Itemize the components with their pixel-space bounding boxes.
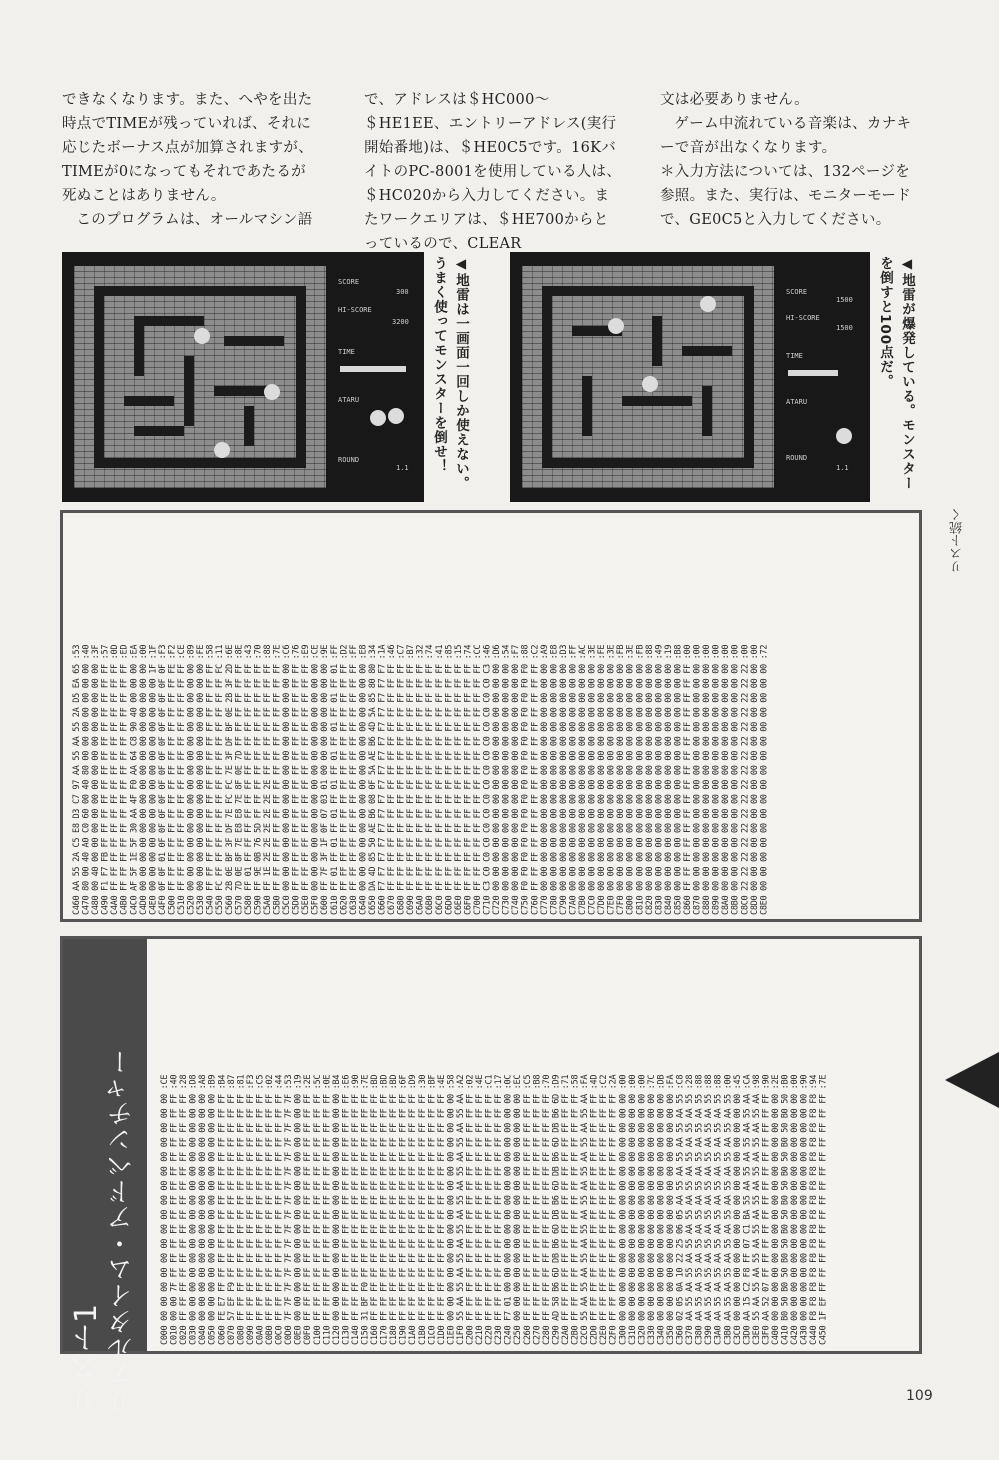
time-bar [340, 366, 406, 372]
hex-line: C850 00 00 00 00 00 00 00 00 00 00 00 00 00 00 00 00 :B8 [673, 644, 684, 915]
hex-line: C150 31 BF F0 FF FF FF FF FF FF FF FF FF FF FF FF FF :7E [360, 1074, 371, 1345]
hex-line: C470 80 00 40 A0 C0 60 00 40 80 00 00 00 00 00 00 00 :40 [81, 644, 92, 915]
hex-line: C080 FF FF FF FF FF FF FF FF FF FF FF FF FF FF FF FF :81 [236, 1074, 247, 1345]
hex-line: C430 00 00 00 00 00 00 00 00 00 00 00 00 00 00 00 00 :90 [799, 1074, 810, 1345]
hiscore-label: HI-SCORE [786, 314, 820, 322]
text-column-1 [62, 88, 320, 232]
hex-line: C3E0 55 AA 55 AA 55 AA 55 AA 55 AA 55 AA 55 AA 55 AA :98 [751, 1074, 762, 1345]
hex-line: C000 00 00 00 00 00 00 00 00 00 00 00 00 00 00 00 00 :CE [160, 1074, 170, 1345]
hex-line: C730 00 00 00 00 00 00 00 00 00 00 00 00 00 00 00 00 :54 [501, 644, 512, 915]
round-label: ROUND [786, 454, 808, 462]
hex-line: C4A0 FF FF FF FF FF FF FF FF FF FF FF FF FF FF FF FF :0D [110, 644, 121, 915]
hex-line: C140 FF FF FF FF FF FF FF FF FF FF FF FF FF FF FF FF :90 [350, 1074, 361, 1345]
hex-dump [161, 943, 913, 1345]
hex-line: C6A0 FF FF FF FF FF FF FF FF FF FF FF FF FF FF FF FF :32 [415, 644, 426, 915]
paragraph: 文は必要ありません。 [660, 92, 809, 108]
hex-line: C670 FF FF FF FF FF FF FF FF FF FF FF FF FF FF FF FF :46 [387, 644, 398, 915]
hex-line: C490 F1 F7 FB FF FF FF FF FF FF FF FF FF FF FF FF FF :57 [100, 644, 111, 915]
hex-line: C400 00 00 00 00 00 00 00 00 00 00 00 00 00 00 00 00 :2E [771, 1074, 781, 1345]
hex-line: C170 FF FF FF FF FF FF FF FF FF FF FF FF FF FF FF FF :BD [379, 1074, 390, 1345]
hex-line: C860 FF FF FF FF FF FF FF FF FF FF FF FF FF FF FF FF :00 [683, 644, 693, 915]
hex-line: C570 7D 0E 8F 7E E8 E8 7E 8F 0E 7D FF FF FF FF FF FF :8E [234, 644, 245, 915]
hex-line: C370 AA 55 AA 55 AA 55 AA 55 AA 55 AA 55 AA 55 AA 55 :28 [685, 1074, 696, 1345]
hex-line: C200 FF FF FF FF FF FF FF FF FF FF FF FF FF FF FF FF :02 [465, 1074, 476, 1345]
hex-line: C1D0 FF FF FF FF FF FF FF FF FF FF FF FF FF FF FF FF :4E [436, 1074, 447, 1345]
hex-line: C8D0 00 00 00 00 00 00 00 00 00 00 00 00 00 00 00 00 :00 [749, 644, 760, 915]
hex-line: C410 B0 50 B0 50 B0 50 B0 50 B0 50 B0 50 B0 50 B0 50 :B0 [780, 1074, 791, 1345]
hiscore-value: 3200 [392, 318, 409, 326]
hex-line: C3A0 AA 55 AA 55 AA 55 AA 55 AA 55 AA 55 AA 55 AA 55 :88 [713, 1074, 724, 1345]
hex-line: C310 00 00 00 00 00 00 00 00 00 00 00 00 00 00 00 00 :00 [627, 1074, 638, 1345]
hex-line: C7F0 00 00 00 00 00 00 00 00 00 00 00 00 00 00 00 00 :FB [616, 644, 627, 915]
hex-line: C3C0 00 00 00 00 00 00 00 00 00 00 00 00 00 00 00 00 :45 [732, 1074, 743, 1345]
hex-line: C020 FF FF FF FF FF FF FF FF FF FF FF FF FF FF FF FF :28 [179, 1074, 190, 1345]
hex-line: C160 FF FF FF FF FF FF FF FF FF FF FF FF FF FF FF FF :BD [370, 1074, 381, 1345]
hex-line: C810 00 00 00 00 00 00 00 00 00 00 00 00 00 00 00 00 :FB [635, 644, 646, 915]
hex-line: C840 00 00 00 00 00 00 00 00 00 00 00 00 00 00 00 00 :19 [663, 644, 674, 915]
hex-line: C5F0 00 00 00 00 00 00 00 00 00 00 00 00 00 00 00 00 :CE [310, 644, 321, 915]
hex-line: C0E0 00 00 00 00 00 00 00 00 00 00 00 00 00 00 00 00 :19 [293, 1074, 304, 1345]
score-value: 1500 [836, 296, 853, 304]
hex-line: C350 00 00 00 00 00 00 00 00 00 00 00 00 00 00 00 00 :FA [665, 1074, 676, 1345]
hex-line: C780 00 00 00 00 00 00 00 00 00 00 00 00 00 00 00 00 :E8 [549, 644, 560, 915]
hex-line: C600 FF 7F 3F 1F 0F 07 03 01 00 00 00 00 00 00 00 00 :9E [320, 644, 331, 915]
hex-line: C830 00 00 00 00 00 00 00 00 00 00 00 00 00 00 00 00 :49 [654, 644, 665, 915]
time-label: TIME [338, 348, 355, 356]
listing-continued-label: リスト続く [950, 508, 965, 573]
hex-line: C0A0 FF FF FF FF FF FF FF FF FF FF FF FF FF FF FF FF :C5 [255, 1074, 266, 1345]
round-value: 1.1 [396, 464, 409, 472]
hex-line: C5A0 FF 1E 2E 2E 2E 2E 2E 2E FF FF FF FF FF FF FF FF :88 [262, 644, 273, 915]
hex-line: C280 FF FF FF FF FF FF FF FF FF FF FF FF FF FF FF FF :70 [541, 1074, 552, 1345]
hex-line: C2B0 FF FF FF FF FF FF FF FF FF FF FF FF FF FF FF FF :58 [570, 1074, 581, 1345]
paragraph: このプログラムは、オールマシン語 [76, 212, 313, 228]
game-screenshot-1 [62, 252, 424, 502]
listing-title-bar [63, 939, 147, 1413]
hex-line: C110 FF FF FF FF FF FF FF FF FF FF FF FF FF FF FF FF :0E [322, 1074, 333, 1345]
hex-line: C4B0 FF FF FF FF FF FF FF FF FF FF FF FF FF FF FF FF :ED [119, 644, 130, 915]
hex-line: C270 FF FF FF FF FF FF FF FF FF FF FF FF FF FF FF FF :B8 [532, 1074, 543, 1345]
score-value: 300 [396, 288, 409, 296]
hex-line: C1F0 55 AA 55 AA 55 AA 55 AA 55 AA 55 AA 55 AA 55 AA :A2 [455, 1074, 466, 1345]
page-number: 109 [906, 1388, 933, 1404]
hex-line: C100 FF FF FF FF FF FF FF FF FF FF FF FF FF FF FF FF :5C [312, 1074, 323, 1345]
text-column-2 [364, 88, 622, 256]
hex-line: C360 02 05 0A 10 22 25 06 05 AA 55 AA 55 AA 55 AA 55 :C8 [675, 1074, 686, 1345]
hex-line: C890 00 00 00 00 00 00 00 00 00 00 00 00 00 00 00 00 :00 [711, 644, 722, 915]
round-label: ROUND [338, 456, 360, 464]
hex-line: C6D0 FF FF FF FF FF FF FF FF FF FF FF FF FF FF FF FF :85 [444, 644, 455, 915]
hex-line: C560 2B 0E BF 3F DF 7E FC FC 7E 3F DF BF 0E 2B 3F 2D :6E [224, 644, 235, 915]
hex-line: C870 00 00 00 00 00 00 00 00 00 00 00 00 00 00 00 00 :00 [692, 644, 703, 915]
hex-line: C630 FF FF FF FF FF FF FF FF FF FF FF FF FF FF FF FF :FF [348, 644, 359, 915]
listing-title-main: リスト1 [69, 1303, 104, 1413]
hex-dump [73, 517, 913, 915]
hex-line: C750 F0 F0 F0 F0 F0 F0 F0 F0 F0 F0 F0 F0 F0 F0 F0 F0 :88 [520, 644, 531, 915]
hex-line: C2D0 FF FF FF FF FF FF FF FF FF FF FF FF FF FF FF FF :4D [589, 1074, 600, 1345]
hiscore-label: HI-SCORE [338, 306, 372, 314]
hex-line: C0D0 7F 7F 7F 7F 7F 7F 7F 7F 7F 7F 7F 7F 7F 7F 7F 7F :53 [284, 1074, 295, 1345]
hex-line: C0F0 FF FF FF FF FF FF FF FF FF FF FF FF FF FF FF FF :2E [303, 1074, 314, 1345]
hex-line: C4F0 0F 0F 01 0F 0F 0F 0F 0F 0F 0F 0F 0F 0F 0F 0F 0F :F3 [157, 644, 168, 915]
game-screenshot-2 [510, 252, 870, 502]
hex-line: C340 00 00 00 00 00 00 00 00 00 00 00 00 00 00 00 00 :DB [656, 1074, 667, 1345]
paragraph: ゲーム中流れている音楽は、カナキーで音が出なくなります。 [660, 116, 912, 156]
hex-line: C260 FF FF FF FF FF FF FF FF FF FF FF FF FF FF FF FF :C5 [522, 1074, 533, 1345]
hex-line: C5B0 FF FF FF FF FF FF FF FF FF FF FF FF FF FF FF FF :7E [272, 644, 283, 915]
hex-line: C590 FF 9E 0B 76 5D FF FF FF FF FF FF FF FF FF FF FF :70 [253, 644, 264, 915]
hex-line: C6B0 FF FF FF FF FF FF FF FF FF FF FF FF FF FF FF FF :74 [425, 644, 436, 915]
hex-line: C8A0 00 00 00 00 00 00 00 00 00 00 00 00 00 00 00 00 :00 [721, 644, 732, 915]
hex-line: C660 F7 F7 F7 F7 F7 F7 F7 F7 F7 F7 F7 F7 F7 F7 F7 F7 :1A [377, 644, 388, 915]
hex-line: C380 AA 55 AA 55 AA 55 AA 55 AA 55 AA 55 AA 55 AA 55 :88 [694, 1074, 705, 1345]
hex-line: C4E0 00 00 00 00 00 00 00 00 00 00 00 00 00 00 00 1F :1F [148, 644, 159, 915]
hex-line: C240 F7 01 00 00 00 00 00 00 00 00 00 00 00 00 00 00 :0C [503, 1074, 514, 1345]
hex-line: C250 00 00 00 00 00 00 00 00 00 00 00 00 00 00 00 00 :EC [513, 1074, 524, 1345]
page-turn-arrow-icon [945, 1052, 999, 1108]
hex-line: C8C0 22 22 22 22 22 22 22 22 22 22 22 22 22 22 22 22 :00 [740, 644, 751, 915]
hex-line: C440 F8 F8 F8 F8 F8 F8 F8 F8 F8 F8 F8 F8 F8 F8 F8 F8 :94 [809, 1074, 820, 1345]
maze-graphic [522, 266, 774, 488]
hex-line: C050 00 00 00 00 00 00 00 00 00 00 00 00 00 00 00 00 :B9 [207, 1074, 218, 1345]
screenshot-1-caption: ◀地雷は一画面一回しか使えない。うまく使ってモンスターを倒せ！ [431, 256, 469, 491]
hex-line: C800 00 00 00 00 00 00 00 00 00 00 00 00 00 00 00 00 :3E [625, 644, 636, 915]
hex-line: C7D0 00 00 00 00 00 00 00 00 00 00 00 00 00 00 00 00 :FE [597, 644, 608, 915]
hex-line: C760 FF FF FF FF FF FF FF FF FF FF FF FF FF FF FF FF :C2 [530, 644, 541, 915]
hex-line: C1A0 FF FF FF FF FF FF FF FF FF FF FF FF FF FF FF FF :D9 [408, 1074, 419, 1345]
paragraph: で、アドレスは＄HC000～＄HE1EE、エントリーアドレス(実行開始番地)は、＄HE0C5です。16KバイトのPC-8001を使用している人は、＄HC020から入力してください。またワークエリアは、＄HE700からとっているので、CLEAR [364, 92, 622, 252]
hex-line: C330 00 00 00 00 00 00 00 00 00 00 00 00 00 00 00 00 :7C [646, 1074, 657, 1345]
hiscore-value: 1500 [836, 324, 853, 332]
hex-line: C6C0 FF FF FF FF FF FF FF FF FF FF FF FF FF FF FF FF :41 [434, 644, 445, 915]
hex-line: C7B0 00 00 00 00 00 00 00 00 00 00 00 00 00 00 00 00 :AC [577, 644, 588, 915]
hex-line: C320 00 00 00 00 00 00 00 00 00 00 00 00 00 00 00 00 :00 [637, 1074, 648, 1345]
hex-line: C2E0 FF FF FF FF FF FF FF FF FF FF FF FF FF FF FF FF :C2 [599, 1074, 610, 1345]
hex-line: C6E0 FF FF FF FF FF FF FF FF FF FF FF FF FF FF FF FF :15 [453, 644, 464, 915]
hex-line: C300 00 00 00 00 00 00 00 00 00 00 00 00 00 00 00 00 :00 [618, 1074, 629, 1345]
hex-line: C4D0 00 00 00 00 00 00 00 00 00 00 00 00 00 00 00 00 :00 [138, 644, 149, 915]
hex-line: C6F0 FF FF FF FF FF FF FF FF FF FF FF FF FF FF FF FF :74 [463, 644, 474, 915]
time-label: TIME [786, 352, 803, 360]
time-bar [788, 370, 838, 376]
hex-line: C710 C3 C0 C0 C0 C0 C0 C0 C0 C0 C0 C0 C0 C0 C0 C0 C3 :46 [482, 644, 493, 915]
hex-line: C460 AA 55 2A C5 E8 D3 C7 97 AA 55 AA 55 2A D5 EA 65 :53 [72, 644, 82, 915]
round-value: 1.1 [836, 464, 849, 472]
hex-line: C580 FF 01 FF FF FF FF FF FF FF FF FF FF FF FF FF FF :43 [243, 644, 254, 915]
score-label: SCORE [338, 278, 360, 286]
hex-line: C220 FF FF FF FF FF FF FF FF FF FF FF FF FF FF FF FF :C1 [484, 1074, 495, 1345]
hex-line: C0B0 FF FF FF FF FF FF FF FF FF FF FF FF FF FF FF FF :02 [265, 1074, 276, 1345]
hex-line: C390 AA 55 AA 55 AA 55 AA 55 AA 55 AA 55 AA 55 AA 55 :88 [704, 1074, 715, 1345]
hex-line: C040 00 00 00 00 00 00 00 00 00 00 00 00 00 00 00 00 :A8 [198, 1074, 209, 1345]
hex-line: C070 57 EF F9 FF FF FF FF FF FF FF FF FF FF FF FF FF :87 [226, 1074, 237, 1345]
hex-line: C520 00 00 00 00 00 00 00 00 00 00 00 00 00 00 00 00 :89 [186, 644, 197, 915]
hex-line: C060 FE E7 FF FF FF FF FF FF FF FF FF FF FF FF FF FF :B4 [217, 1074, 228, 1345]
hex-line: C680 FF FF FF FF FF FF FF FF FF FF FF FF FF FF FF FF :C7 [396, 644, 407, 915]
hex-line: C770 00 00 00 00 00 00 00 00 00 00 00 00 00 00 00 00 :A9 [539, 644, 550, 915]
hex-line: C4C0 AF 5F 1E 5F 30 AA 4F F0 AA 64 C8 90 40 00 00 00 :EA [129, 644, 140, 915]
hex-line: C880 00 00 00 00 00 00 00 00 00 00 00 00 00 00 00 00 :00 [702, 644, 713, 915]
hex-line: C820 00 00 00 00 00 00 00 00 00 00 00 00 00 00 00 00 :88 [644, 644, 655, 915]
hex-listing-box-upper [60, 510, 922, 922]
player-name: ATARU [786, 398, 808, 406]
hex-line: C2A0 FF FF FF FF FF FF FF FF FF FF FF FF FF FF FF FF :71 [560, 1074, 571, 1345]
player-name: ATARU [338, 396, 360, 404]
hex-line: C7E0 00 00 00 00 00 00 00 00 00 00 00 00 00 00 00 00 :3E [606, 644, 617, 915]
hex-line: C790 00 00 00 00 00 00 00 00 00 00 00 00 00 00 00 00 :D3 [558, 644, 569, 915]
text-column-3 [660, 88, 918, 232]
score-label: SCORE [786, 288, 808, 296]
paragraph: ＊入力方法については、132ページを参照。また、実行は、モニターモードで、GE0C5と入力してください。 [660, 164, 912, 228]
hex-line: C1B0 FF FF FF FF FF FF FF FF FF FF FF FF FF FF FF FF :30 [417, 1074, 428, 1345]
hex-line: C2F0 FF FF FF FF FF FF FF FF FF FF FF FF FF FF FF FF :2A [608, 1074, 619, 1345]
hex-line: C8B0 00 00 00 00 00 00 00 00 00 00 00 00 00 00 00 00 :00 [730, 644, 741, 915]
hex-line: C180 FF FF FF FF FF FF FF FF FF FF FF FF FF FF FF FF :BD [389, 1074, 400, 1345]
hex-line: C510 FF FF FF FF FF FF FF FF FF FF FF FF FF FF FF FF :CE [177, 644, 188, 915]
hex-line: C610 FF 01 FF 01 FF 01 FF 01 FF 01 FF 01 FF 01 FF 01 :FF [329, 644, 340, 915]
hex-line: C420 00 00 00 00 00 00 00 00 00 00 00 00 00 00 00 00 :00 [790, 1074, 801, 1345]
maze-graphic [74, 266, 326, 488]
hex-line: C0C0 FF FF FF FF FF FF FF FF FF FF FF FF FF FF FF FF :44 [274, 1074, 285, 1345]
hex-line: C620 FF FF FF FF FF FF FF FF FF FF FF FF FF FF FF FF :D2 [339, 644, 350, 915]
hex-line: C5E0 FF FF FF FF FF FF FF FF FF FF FF FF FF FF FF FF :E9 [301, 644, 312, 915]
hex-line: C690 FF FF FF FF FF FF FF FF FF FF FF FF FF FF FF FF :B7 [406, 644, 417, 915]
hex-line: C720 00 00 00 00 00 00 00 00 00 00 00 00 00 00 00 00 :D6 [492, 644, 503, 915]
hex-line: C090 FF FF FF FF FF FF FF FF FF FF FF FF FF FF FF FF :F3 [245, 1074, 256, 1345]
hex-line: C010 00 00 7F FF FF FF FF FF FF FF FF FF FF FF FF FF :40 [169, 1074, 180, 1345]
hex-line: C740 00 00 00 00 00 00 00 00 00 00 00 00 00 00 00 00 :F7 [511, 644, 522, 915]
hex-line: C550 FC FF FF FF FF FF FF FF FF FF FF FF FF FF FF FC :11 [215, 644, 226, 915]
hex-line: C210 FF FF FF FF FF FF FF FF FF FF FF FF FF FF FF FF :4E [475, 1074, 486, 1345]
hex-line: C450 1F EF FF FF FF FF FF FF FF FF FF FF FF FF FF FF :7E [818, 1074, 829, 1345]
hex-line: C3B0 AA 55 AA 55 AA 55 AA 55 AA 55 AA 55 AA 55 AA 55 :00 [723, 1074, 734, 1345]
hex-line: C700 FF FF FF FF FF FF FF FF FF FF FF FF FF FF FF FF :CC [472, 644, 483, 915]
hex-line: C8E0 00 00 00 00 00 00 00 00 00 00 00 00 00 00 00 00 :72 [759, 644, 770, 915]
hex-line: C230 FF FF FF FF FF FF FF FF FF FF FF FF FF FF FF FF :17 [494, 1074, 505, 1345]
hex-line: C130 FF FF FF FF FF FF FF FF FF FF FF FF FF FF FF FF :E6 [341, 1074, 352, 1345]
hex-line: C030 00 00 00 00 00 00 00 00 00 00 00 00 00 00 00 00 :D8 [188, 1074, 199, 1345]
hex-line: C7C0 00 00 00 00 00 00 00 00 00 00 00 00 00 00 00 00 :3E [587, 644, 598, 915]
paragraph: できなくなります。また、へやを出た時点でTIMEが残っていれば、それに応じたボーナス点が加算されますが、TIMEが0になってもそれであたるが死ぬことはありません。 [62, 92, 314, 204]
listing-title [69, 1049, 139, 1413]
screenshot-2-caption: ◀地雷が爆発している。モンスターを倒すと100点だ。 [877, 256, 915, 491]
hex-line: C5C0 00 00 00 00 00 00 00 00 00 00 00 00 00 00 00 00 :C6 [282, 644, 293, 915]
hex-line: C190 FF FF FF FF FF FF FF FF FF FF FF FF FF FF FF FF :6F [398, 1074, 409, 1345]
hex-line: C540 FF FF FF FF FF FF FF FF FF FF FF FF FF FF FF FF :58 [205, 644, 216, 915]
hex-line: C7A0 00 00 00 00 00 00 00 00 00 00 00 00 00 00 00 00 :FF [568, 644, 579, 915]
listing-title-sub: リアルタイム・アドベンチャー [107, 1049, 137, 1413]
hex-line: C120 00 00 00 00 00 00 00 00 00 00 00 00 00 00 00 00 :B4 [331, 1074, 342, 1345]
hex-line: C480 00 40 00 00 00 00 00 00 00 00 00 00 00 00 00 00 :3F [91, 644, 102, 915]
hex-line: C640 00 00 00 00 00 00 00 00 00 00 00 00 00 00 00 00 :E8 [358, 644, 369, 915]
hex-line: C290 AD 58 B6 6D DB B6 6D DB B6 6D DB B6 6D DB B6 6D :D9 [551, 1074, 562, 1345]
hex-line: C1E0 00 00 00 00 00 00 00 00 00 00 00 00 00 00 00 00 :58 [446, 1074, 457, 1345]
hex-line: C530 00 00 00 00 00 00 00 00 00 00 00 00 00 00 00 00 :FE [196, 644, 207, 915]
hex-line: C5D0 FF FF FF FF FF FF FF FF FF FF FF FF FF FF FF FF :76 [291, 644, 302, 915]
hex-line: C1C0 FF FF FF FF FF FF FF FF FF FF FF FF FF FF FF FF :BF [427, 1074, 438, 1345]
hex-line: C650 DA 4D 85 50 AE B6 08 0F 5A AE B6 4D 5A 85 80 80 :34 [367, 644, 378, 915]
hex-line: C3F0 AA 52 07 FF FF FF FF FF FF FF FF FF FF FF FF FF :90 [761, 1074, 772, 1345]
hex-line: C500 FF FF FF FF FF FF FF FF FF FF FF FF FF FF FF FE :F2 [167, 644, 178, 915]
hex-line: C2C0 55 AA 55 AA 55 AA 55 AA 55 AA 55 AA 55 AA 55 AA :FA [580, 1074, 591, 1345]
hex-line: C3D0 AA 15 C2 F8 FF 07 C1 BA 55 AA 55 AA 55 AA 55 AA :CA [742, 1074, 753, 1345]
